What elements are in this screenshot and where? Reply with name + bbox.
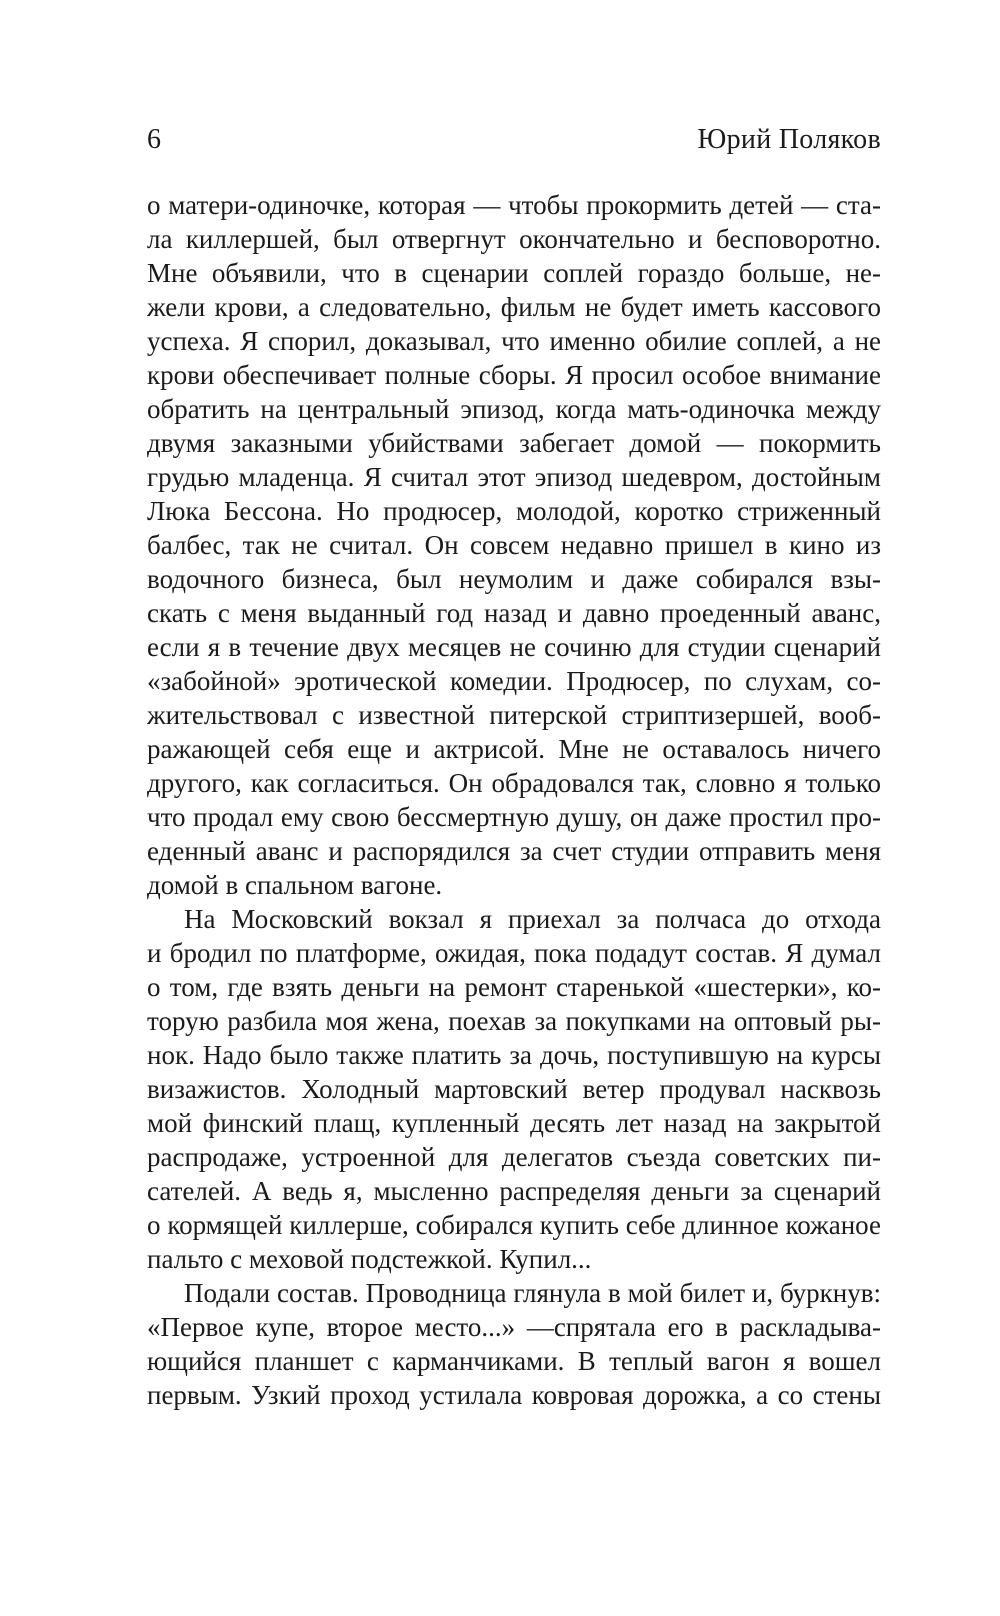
- page-number: 6: [147, 124, 161, 155]
- text-line: успеха. Я спорил, доказывал, что именно обилие соплей, а не: [147, 326, 881, 356]
- text-line: двумя заказными убийствами забегает домой — покормить: [147, 428, 881, 458]
- text-line: балбес, так не считал. Он совсем недавно пришел в кино из: [147, 530, 881, 560]
- text-line: еденный аванс и распорядился за счет студии отправить меня: [147, 836, 881, 866]
- text-line: о матери-одиночке, которая — чтобы прокормить детей — ста-: [147, 190, 881, 220]
- text-line: о кормящей киллерше, собирался купить себе длинное кожаное: [147, 1210, 881, 1240]
- paragraph-1: [147, 188, 881, 902]
- text-line: другого, как согласиться. Он обрадовался так, словно я только: [147, 768, 881, 798]
- text-line: и бродил по платформе, ожидая, пока подадут состав. Я думал: [147, 938, 881, 968]
- text-line: о том, где взять деньги на ремонт старенькой «шестерки», ко-: [147, 972, 881, 1002]
- text-line: обратить на центральный эпизод, когда мать-одиночка между: [147, 394, 881, 424]
- text-line: крови обеспечивает полные сборы. Я просил особое внимание: [147, 360, 881, 390]
- running-title: Юрий Поляков: [697, 124, 881, 155]
- text-line: мой финский плащ, купленный десять лет назад на закрытой: [147, 1108, 881, 1138]
- text-line: первым. Узкий проход устилала ковровая дорожка, а со стены: [147, 1380, 881, 1410]
- text-line: «Первое купе, второе место...» —спрятала его в раскладыва-: [147, 1312, 881, 1342]
- text-line: визажистов. Холодный мартовский ветер продувал насквозь: [147, 1074, 881, 1104]
- text-line: жели крови, а следовательно, фильм не будет иметь кассового: [147, 292, 881, 322]
- text-line: что продал ему свою бессмертную душу, он даже простил про-: [147, 802, 881, 832]
- text-line: скать с меня выданный год назад и давно проеденный аванс,: [147, 598, 881, 628]
- text-line: Люка Бессона. Но продюсер, молодой, коротко стриженный: [147, 496, 881, 526]
- text-line: Подали состав. Проводница глянула в мой билет и, буркнув:: [184, 1278, 881, 1308]
- text-line: сателей. А ведь я, мысленно распределяя деньги за сценарий: [147, 1176, 881, 1206]
- text-line: нок. Надо было также платить за дочь, поступившую на курсы: [147, 1040, 881, 1070]
- text-line: грудью младенца. Я считал этот эпизод шедевром, достойным: [147, 462, 881, 492]
- text-line: ражающей себя еще и актрисой. Мне не оставалось ничего: [147, 734, 881, 764]
- paragraph-2: [147, 902, 881, 1276]
- text-line: ла киллершей, был отвергнут окончательно и бесповоротно.: [147, 224, 881, 254]
- body-text: [147, 188, 881, 1412]
- text-line: «забойной» эротической комедии. Продюсер, по слухам, со-: [147, 666, 881, 696]
- text-line: водочного бизнеса, был неумолим и даже собирался взы-: [147, 564, 881, 594]
- text-line: если я в течение двух месяцев не сочиню для студии сценарий: [147, 632, 881, 662]
- text-line: распродаже, устроенной для делегатов съезда советских пи-: [147, 1142, 881, 1172]
- text-line: На Московский вокзал я приехал за полчаса до отхода: [184, 904, 881, 934]
- text-line: ющийся планшет с карманчиками. В теплый вагон я вошел: [147, 1346, 881, 1376]
- text-line: жительствовал с известной питерской стриптизершей, вооб-: [147, 700, 881, 730]
- text-line: пальто с меховой подстежкой. Купил...: [147, 1244, 592, 1274]
- paragraph-3: [147, 1276, 881, 1412]
- running-head: [147, 120, 881, 160]
- text-line: домой в спальном вагоне.: [147, 870, 443, 900]
- text-line: торую разбила моя жена, поехав за покупками на оптовый ры-: [147, 1006, 881, 1036]
- text-line: Мне объявили, что в сценарии соплей гораздо больше, не-: [147, 258, 881, 288]
